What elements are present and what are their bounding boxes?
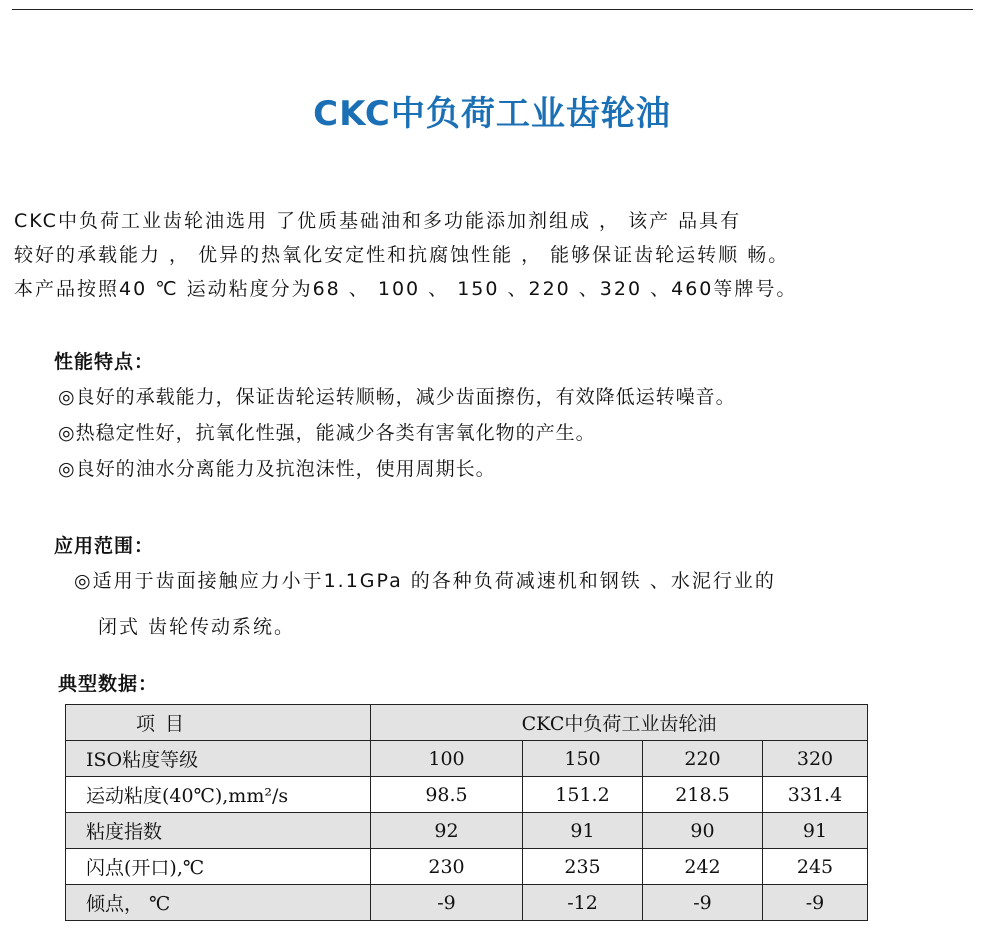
table-row bbox=[66, 777, 868, 813]
cell-value: 98.5 bbox=[371, 777, 523, 813]
cell-value: 242 bbox=[643, 849, 763, 885]
cell-value: 91 bbox=[763, 813, 868, 849]
cell-value: 218.5 bbox=[643, 777, 763, 813]
header-item: 项 目 bbox=[66, 705, 371, 741]
feature-item: ◎良好的油水分离能力及抗泡沫性，使用周期长。 bbox=[58, 458, 496, 480]
application-text bbox=[74, 564, 776, 644]
feature-item: ◎热稳定性好，抗氧化性强，能减少各类有害氧化物的产生。 bbox=[58, 422, 596, 444]
features-heading: 性能特点： bbox=[54, 351, 155, 373]
feature-item: ◎良好的承载能力，保证齿轮运转顺畅，减少齿面擦伤，有效降低运转噪音。 bbox=[58, 386, 736, 408]
application-line-2: 闭式 齿轮传动系统。 bbox=[98, 616, 296, 638]
cell-value: 92 bbox=[371, 813, 523, 849]
cell-value: 230 bbox=[371, 849, 523, 885]
table-row bbox=[66, 885, 868, 921]
cell-value: -9 bbox=[371, 885, 523, 921]
cell-value: 331.4 bbox=[763, 777, 868, 813]
cell-value: -9 bbox=[763, 885, 868, 921]
typical-data-table bbox=[65, 704, 868, 921]
table-header-row bbox=[66, 705, 868, 741]
row-label: 倾点， ℃ bbox=[66, 885, 371, 921]
table-row bbox=[66, 741, 868, 777]
cell-value: 91 bbox=[523, 813, 643, 849]
cell-value: 100 bbox=[371, 741, 523, 777]
cell-value: 90 bbox=[643, 813, 763, 849]
intro-line-1: CKC中负荷工业齿轮油选用 了优质基础油和多功能添加剂组成 ， 该产 品具有 bbox=[14, 210, 742, 232]
application-heading: 应用范围： bbox=[54, 535, 155, 557]
intro-line-3: 本产品按照40 ℃ 运动粘度分为68 、 100 、 150 、220 、320 、460等牌号。 bbox=[14, 278, 798, 300]
row-label: 运动粘度(40℃),mm²/s bbox=[66, 777, 371, 813]
cell-value: -9 bbox=[643, 885, 763, 921]
page-title: CKC中负荷工业齿轮油 bbox=[313, 94, 671, 134]
intro-paragraph bbox=[14, 204, 954, 306]
cell-value: -12 bbox=[523, 885, 643, 921]
application-line-1: ◎适用于齿面接触应力小于1.1GPa 的各种负荷减速机和钢铁 、水泥行业的 bbox=[74, 570, 776, 592]
cell-value: 150 bbox=[523, 741, 643, 777]
header-product: CKC中负荷工业齿轮油 bbox=[371, 705, 868, 741]
table-row bbox=[66, 849, 868, 885]
cell-value: 235 bbox=[523, 849, 643, 885]
cell-value: 245 bbox=[763, 849, 868, 885]
intro-line-2: 较好的承载能力 ， 优异的热氧化安定性和抗腐蚀性能 ， 能够保证齿轮运转顺 畅。 bbox=[14, 244, 790, 266]
row-label: 粘度指数 bbox=[66, 813, 371, 849]
cell-value: 320 bbox=[763, 741, 868, 777]
cell-value: 220 bbox=[643, 741, 763, 777]
features-list bbox=[58, 379, 736, 487]
row-label: ISO粘度等级 bbox=[66, 741, 371, 777]
cell-value: 151.2 bbox=[523, 777, 643, 813]
table-row bbox=[66, 813, 868, 849]
row-label: 闪点(开口),℃ bbox=[66, 849, 371, 885]
typical-data-heading: 典型数据： bbox=[58, 673, 159, 695]
top-rule bbox=[12, 9, 973, 10]
